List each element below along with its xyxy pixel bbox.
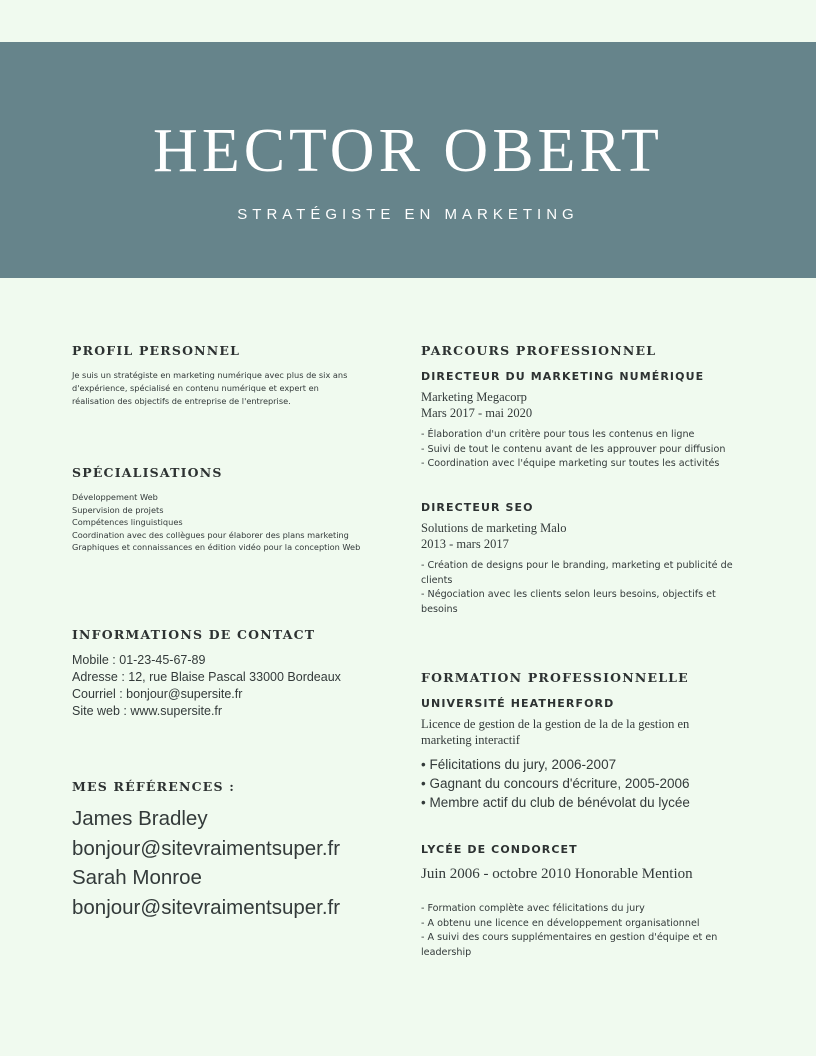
profile-heading: PROFIL PERSONNEL [72,343,241,358]
list-item: - A suivi des cours supplémentaires en gestion d'équipe et en [421,932,718,943]
degree-line: Licence de gestion de la gestion de la de la gestion en [421,717,690,731]
list-item: clients [421,574,453,586]
person-name: HECTOR OBERT [153,117,663,185]
list-item: - Suivi de tout le contenu avant de les approuver pour diffusion [421,443,726,455]
profile-text: Je suis un stratégiste en marketing numérique avec plus de six ans d'expérience, spécialisé en contenu numérique et expert en réalisation des objectifs de entreprise de l'entreprise. [72,370,348,406]
job-company-2: Solutions de marketing Malo [421,521,567,535]
job-details-1 [421,428,725,472]
school-bullets-1 [421,755,690,812]
job-company-1: Marketing Megacorp [421,390,527,404]
list-item: • Gagnant du concours d'écriture, 2005-2006 [421,776,690,791]
references-list [72,804,340,922]
reference-email: bonjour@sitevraimentsuper.fr [72,895,341,919]
degree-line: marketing interactif [421,733,520,747]
list-item: Compétences linguistiques [72,517,183,527]
specializations-list [72,491,372,554]
list-item: Développement Web [72,492,158,502]
list-item: - Coordination avec l'équipe marketing sur toutes les activités [421,458,720,469]
list-item: - A obtenu une licence en développement organisationnel [421,917,700,929]
reference-name: Sarah Monroe [72,866,202,889]
list-item: - Formation complète avec félicitations du jury [421,903,645,914]
contact-heading: INFORMATIONS DE CONTACT [72,627,316,642]
list-item: Coordination avec des collègues pour élaborer des plans marketing [72,529,349,540]
list-item: - Élaboration d'un critère pour tous les contenus en ligne [421,429,695,440]
list-item: leadership [421,946,472,958]
job-title: STRATÉGISTE EN MARKETING [237,206,579,223]
reference-name: James Bradley [72,807,208,830]
job-dates-2: 2013 - mars 2017 [421,537,509,551]
header-band [0,42,816,278]
specializations-heading: SPÉCIALISATIONS [72,465,223,480]
experience-heading: PARCOURS PROFESSIONNEL [421,343,657,358]
list-item: - Négociation avec les clients selon leurs besoins, objectifs et [421,589,716,600]
school-details-2 [421,902,717,960]
reference-email: bonjour@sitevraimentsuper.fr [72,836,341,860]
job-title-1: DIRECTEUR DU MARKETING NUMÉRIQUE [421,370,705,383]
education-heading: FORMATION PROFESSIONNELLE [421,670,689,685]
contact-address: Adresse : 12, rue Blaise Pascal 33000 Bordeaux [72,670,341,684]
list-item: Graphiques et connaissances en édition vidéo pour la conception Web [72,542,361,552]
school-dates-2: Juin 2006 - octobre 2010 Honorable Mention [421,866,693,882]
contact-mobile: Mobile : 01-23-45-67-89 [72,653,206,667]
school-name-1: UNIVERSITÉ HEATHERFORD [421,697,615,710]
school-name-2: LYCÉE DE CONDORCET [421,843,578,856]
list-item: Supervision de projets [72,504,164,515]
list-item: • Membre actif du club de bénévolat du lycée [421,795,690,810]
job-dates-1: Mars 2017 - mai 2020 [421,406,533,420]
contact-website: Site web : www.supersite.fr [72,704,223,718]
job-details-2 [421,559,733,617]
school-degree-1 [421,716,689,748]
list-item: besoins [421,603,458,615]
list-item: • Félicitations du jury, 2006-2007 [421,757,617,772]
job-title-2: DIRECTEUR SEO [421,501,534,514]
list-item: - Création de designs pour le branding, marketing et publicité de [421,560,733,571]
contact-details [72,652,372,720]
references-heading: MES RÉFÉRENCES : [72,779,236,794]
contact-email: Courriel : bonjour@supersite.fr [72,687,243,701]
